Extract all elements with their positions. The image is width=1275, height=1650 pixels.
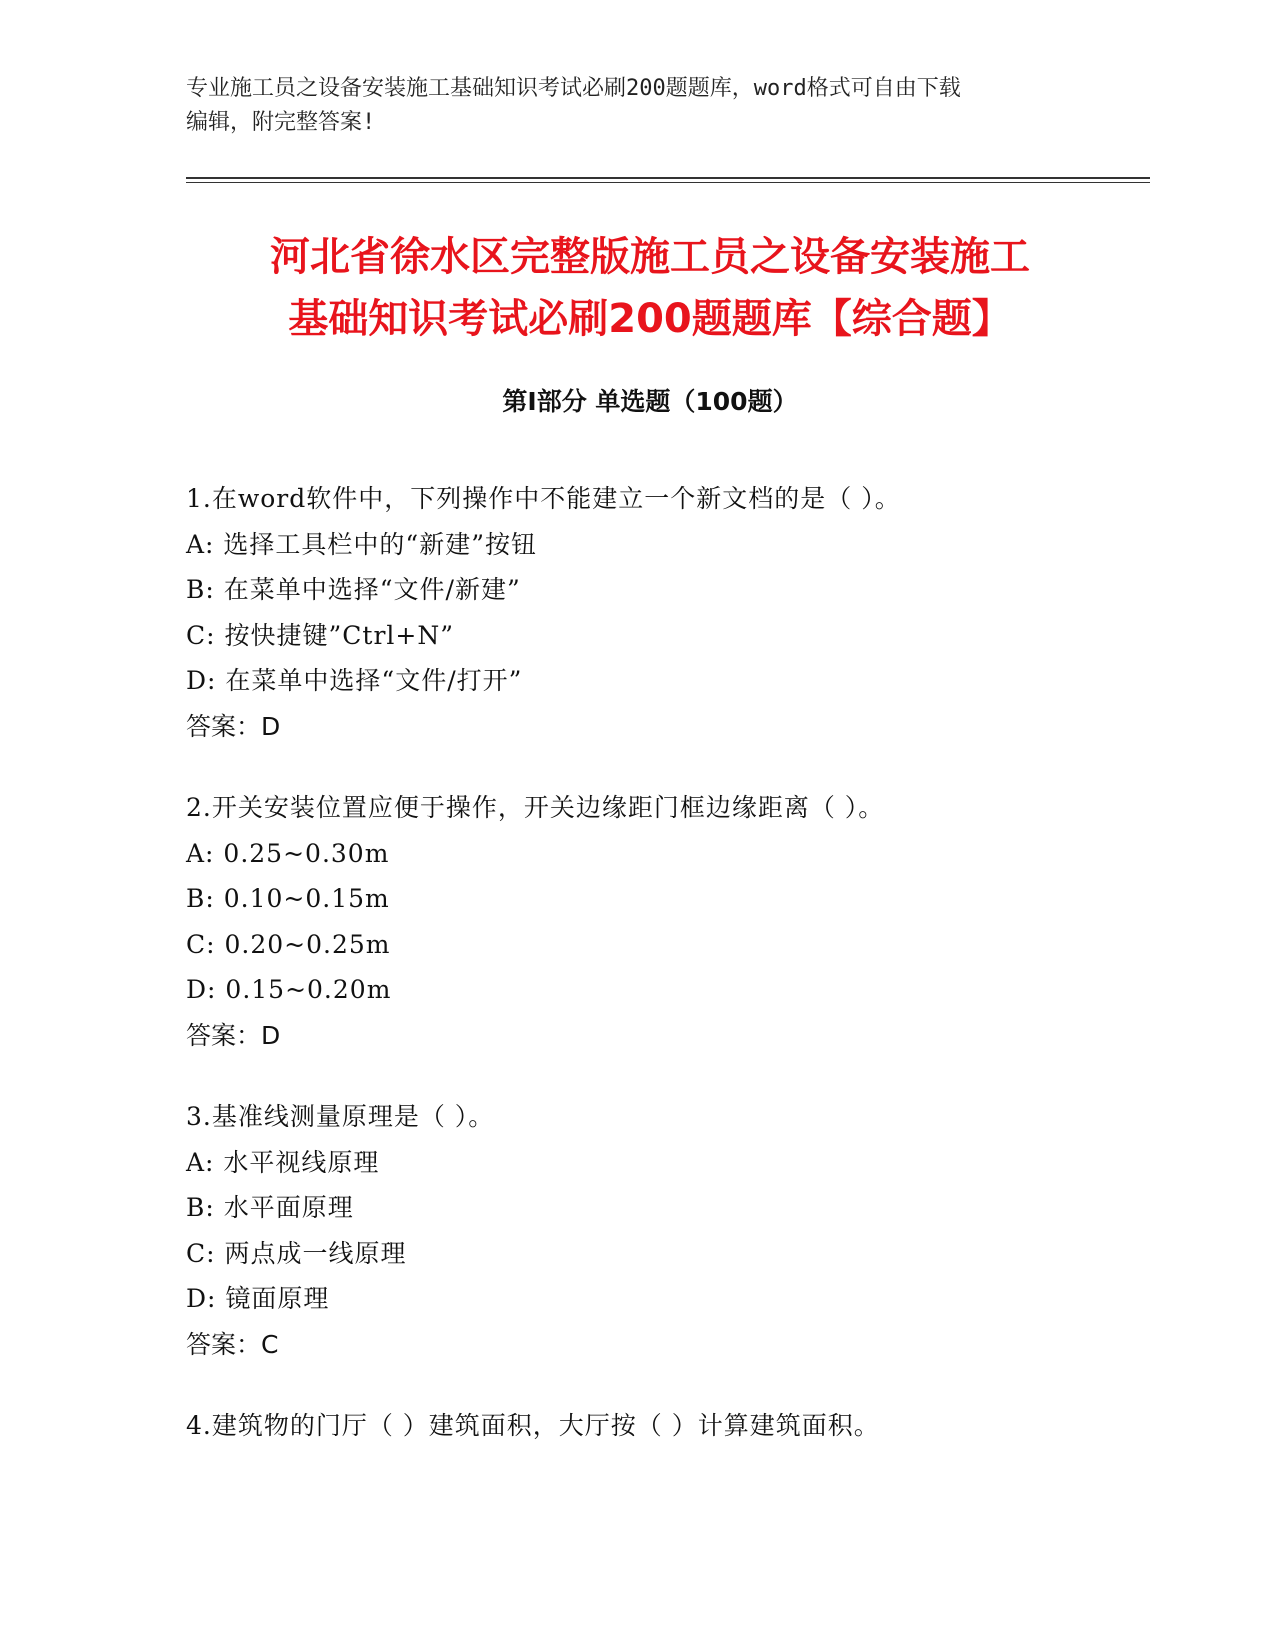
- option-c: C: 两点成一线原理: [186, 1238, 407, 1268]
- section-heading: 第I部分 单选题（100题）: [502, 387, 798, 416]
- question-3: [186, 1094, 1146, 1367]
- question-stem: 2.开关安装位置应便于操作，开关边缘距门框边缘距离（ ）。: [186, 793, 885, 822]
- option-d: D: 在菜单中选择“文件/打开”: [186, 666, 523, 695]
- question-4: [186, 1403, 1146, 1449]
- option-b: B: 0.10~0.15m: [186, 884, 390, 913]
- option-d: D: 镜面原理: [186, 1284, 330, 1313]
- title-line-1: 河北省徐水区完整版施工员之设备安装施工: [270, 234, 1030, 280]
- header-note-line-2: 编辑，附完整答案!: [186, 110, 376, 135]
- option-b: B: 在菜单中选择“文件/新建”: [186, 575, 521, 604]
- option-a: A: 水平视线原理: [186, 1147, 380, 1177]
- question-stem: 4.建筑物的门厅（ ）建筑面积，大厅按（ ）计算建筑面积。: [186, 1411, 880, 1440]
- option-c: C: 0.20~0.25m: [186, 929, 391, 959]
- option-d: D: 0.15~0.20m: [186, 975, 392, 1004]
- option-a: A: 选择工具栏中的“新建”按钮: [186, 529, 537, 559]
- option-a: A: 0.25~0.30m: [186, 838, 390, 868]
- question-2: [186, 785, 1146, 1058]
- header-note: [186, 72, 1086, 140]
- header-rule-bottom: [186, 182, 1150, 183]
- question-stem: 3.基准线测量原理是（ ）。: [186, 1102, 495, 1131]
- header-rule-top: [186, 177, 1150, 179]
- question-list: [186, 476, 1146, 1485]
- header-note-line-1: 专业施工员之设备安装施工基础知识考试必刷200题题库，word格式可自由下载: [186, 76, 961, 101]
- answer: 答案：C: [186, 1329, 279, 1359]
- question-stem: 1.在word软件中，下列操作中不能建立一个新文档的是（ ）。: [186, 484, 901, 513]
- question-1: [186, 476, 1146, 749]
- answer: 答案：D: [186, 1020, 281, 1050]
- title-line-2: 基础知识考试必刷200题题库【综合题】: [288, 296, 1012, 342]
- document-title: [150, 226, 1150, 350]
- option-c: C: 按快捷键”Ctrl+N”: [186, 620, 455, 650]
- option-b: B: 水平面原理: [186, 1193, 354, 1222]
- answer: 答案：D: [186, 711, 281, 741]
